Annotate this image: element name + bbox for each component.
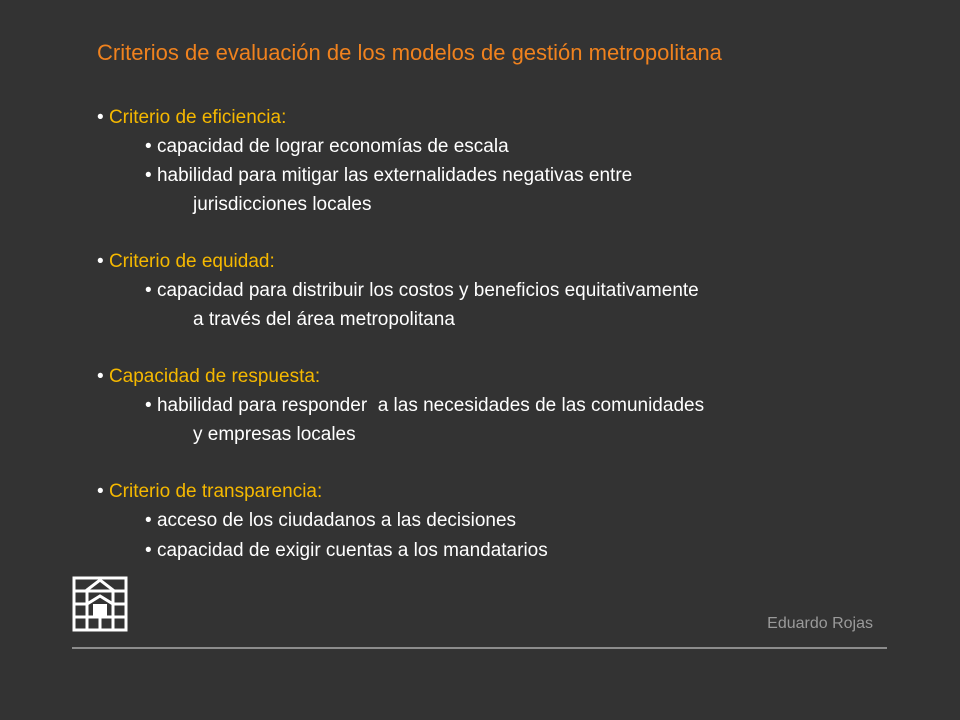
bullet-icon: •: [97, 251, 104, 272]
criterion-eficiencia: [97, 107, 286, 129]
item-text: capacidad de lograr economías de escala: [156, 136, 509, 157]
bullet-icon: •: [97, 107, 104, 128]
criterion-label: Criterio de equidad:: [108, 251, 275, 272]
item-text: capacidad de exigir cuentas a los mandatarios: [156, 540, 548, 561]
list-item: [145, 136, 509, 158]
bullet-icon: •: [145, 510, 152, 531]
bullet-icon: •: [97, 481, 104, 502]
criterion-label: Capacidad de respuesta:: [108, 366, 321, 387]
criterion-equidad: [97, 251, 275, 273]
list-item: [145, 165, 632, 187]
list-item: [145, 280, 699, 302]
item-text: capacidad para distribuir los costos y beneficios equitativamente: [156, 280, 699, 301]
author-name: Eduardo Rojas: [767, 615, 873, 632]
bullet-icon: •: [145, 165, 152, 186]
item-text: acceso de los ciudadanos a las decisiones: [156, 510, 517, 531]
list-item: [145, 395, 704, 417]
bullet-icon: •: [97, 366, 104, 387]
bullet-icon: •: [145, 280, 152, 301]
building-logo-icon: [72, 576, 128, 632]
footer-divider: [72, 647, 887, 649]
list-item: [145, 510, 516, 532]
item-continuation: jurisdicciones locales: [193, 194, 372, 215]
bullet-icon: •: [145, 540, 152, 561]
bullet-icon: •: [145, 395, 152, 416]
criterion-label: Criterio de transparencia:: [108, 481, 323, 502]
criterion-label: Criterio de eficiencia:: [108, 107, 287, 128]
slide-title: Criterios de evaluación de los modelos de gestión metropolitana: [97, 40, 722, 65]
list-item: [145, 540, 548, 562]
criterion-transparencia: [97, 481, 322, 503]
item-continuation: a través del área metropolitana: [193, 309, 455, 330]
item-continuation: y empresas locales: [193, 424, 356, 445]
item-text: habilidad para responder a las necesidades de las comunidades: [156, 395, 705, 416]
bullet-icon: •: [145, 136, 152, 157]
item-text: habilidad para mitigar las externalidades negativas entre: [156, 165, 633, 186]
criterion-respuesta: [97, 366, 320, 388]
